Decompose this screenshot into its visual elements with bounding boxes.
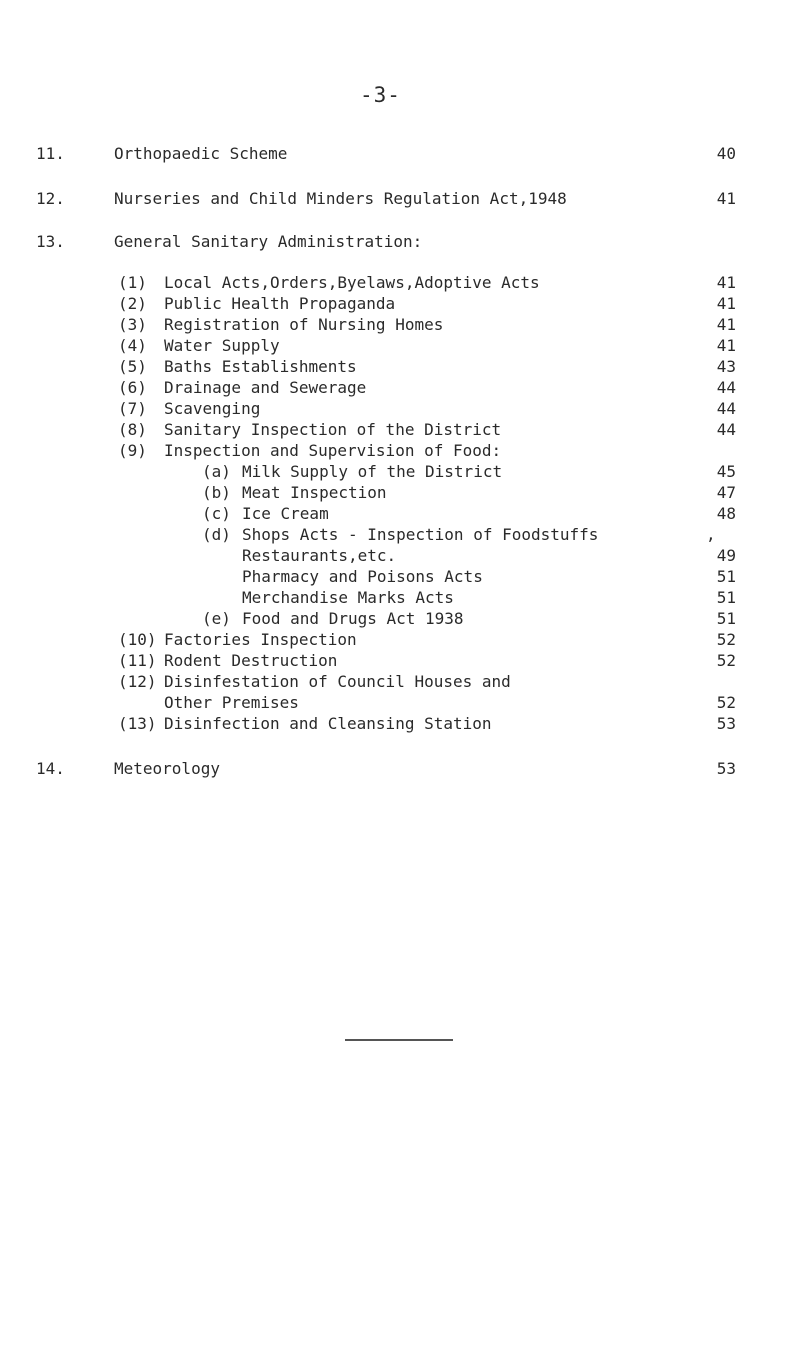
subsection-number: (13) [118,714,157,733]
subsection-title: Disinfection and Cleansing Station [164,714,492,733]
page-ref: 52 [716,693,736,712]
subsection-title: Water Supply [164,336,280,355]
item-title: Milk Supply of the District [242,462,503,481]
page-ref: 44 [716,378,736,397]
item-letter: (d) [202,525,231,544]
section-title: Nurseries and Child Minders Regulation Act,1948 [114,189,567,208]
subsection-title: Other Premises [164,693,299,712]
subsection-title: Inspection and Supervision of Food: [164,441,502,460]
subsection-number: (1) [118,273,147,292]
page-ref: 41 [716,336,736,355]
page-ref: 53 [716,714,736,733]
subsection-title: Factories Inspection [164,630,357,649]
section-number: 11. [36,144,65,163]
subsection-number: (11) [118,651,157,670]
page-ref: 53 [716,759,736,778]
page-ref: 41 [716,189,736,208]
page-ref: 41 [716,273,736,292]
item-letter: (a) [202,462,231,481]
section-title: General Sanitary Administration: [114,232,423,251]
section-number: 12. [36,189,65,208]
subsection-title: Registration of Nursing Homes [164,315,444,334]
subsection-title: Public Health Propaganda [164,294,396,313]
page-ref: 51 [716,588,736,607]
section-title: Meteorology [114,759,220,778]
section-title: Orthopaedic Scheme [114,144,288,163]
subsection-title: Baths Establishments [164,357,357,376]
page-ref: 47 [716,483,736,502]
subsection-number: (12) [118,672,157,691]
item-letter: (b) [202,483,231,502]
subsection-number: (10) [118,630,157,649]
item-title: Meat Inspection [242,483,387,502]
section-number: 13. [36,232,65,251]
item-letter: (c) [202,504,231,523]
item-title: Ice Cream [242,504,329,523]
subsection-title: Rodent Destruction [164,651,338,670]
page-ref: 45 [716,462,736,481]
subsection-title: Sanitary Inspection of the District [164,420,502,439]
page-ref: 40 [716,144,736,163]
page-ref: 48 [716,504,736,523]
page-ref: 44 [716,420,736,439]
subsection-number: (8) [118,420,147,439]
item-title: Restaurants,etc. [242,546,397,565]
page-ref: 52 [716,630,736,649]
subsection-number: (2) [118,294,147,313]
divider-rule [345,1039,453,1041]
page-ref: 44 [716,399,736,418]
page-ref: 51 [716,567,736,586]
subsection-number: (9) [118,441,147,460]
subsection-title: Scavenging [164,399,261,418]
item-title: Shops Acts - Inspection of Foodstuffs [242,525,599,544]
page-ref: 51 [716,609,736,628]
trailing-comma: , [706,525,716,544]
subsection-title: Disinfestation of Council Houses and [164,672,511,691]
page-ref: 43 [716,357,736,376]
subsection-number: (4) [118,336,147,355]
page-ref: 52 [716,651,736,670]
subsection-number: (6) [118,378,147,397]
section-number: 14. [36,759,65,778]
item-letter: (e) [202,609,231,628]
page-number: -3- [360,83,401,107]
item-title: Pharmacy and Poisons Acts [242,567,483,586]
subsection-title: Local Acts,Orders,Byelaws,Adoptive Acts [164,273,540,292]
page-ref: 41 [716,294,736,313]
subsection-title: Drainage and Sewerage [164,378,367,397]
subsection-number: (7) [118,399,147,418]
item-title: Food and Drugs Act 1938 [242,609,464,628]
page-ref: 49 [716,546,736,565]
item-title: Merchandise Marks Acts [242,588,454,607]
subsection-number: (5) [118,357,147,376]
page-ref: 41 [716,315,736,334]
subsection-number: (3) [118,315,147,334]
